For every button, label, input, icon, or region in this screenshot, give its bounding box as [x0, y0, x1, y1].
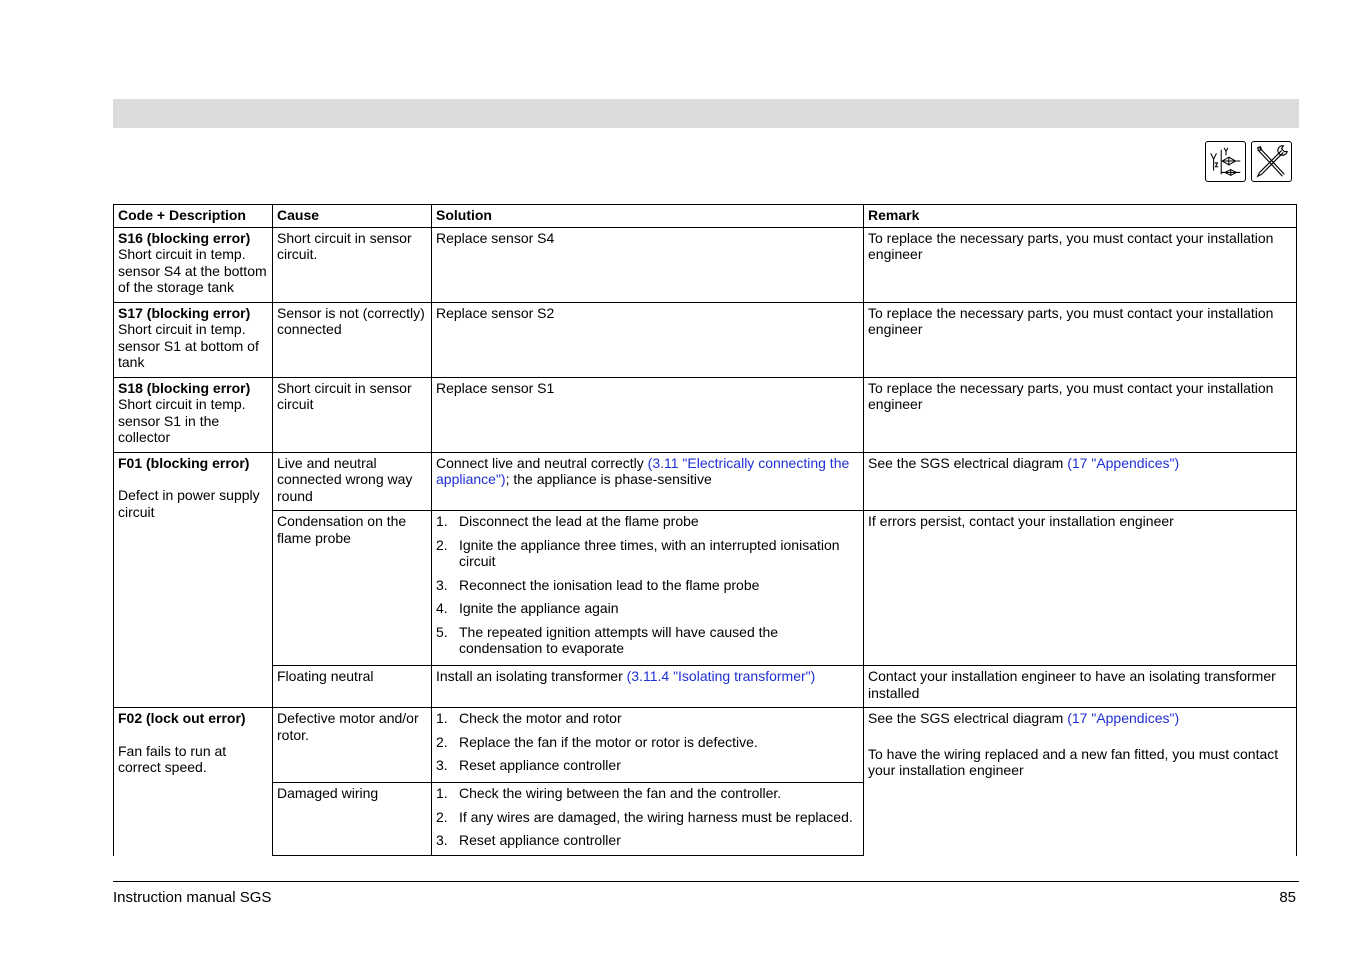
remark-cell: To replace the necessary parts, you must contact your installation engineer: [864, 227, 1297, 302]
error-description: Short circuit in temp. sensor S4 at the bottom of the storage tank: [118, 246, 267, 295]
steps-list: [436, 513, 859, 657]
solution-cell: [432, 783, 864, 856]
code-cell: [114, 452, 273, 708]
code-cell: [114, 227, 273, 302]
installer-valve-icon: [1205, 141, 1246, 182]
solution-cell: Replace sensor S1: [432, 377, 864, 452]
footer-title: Instruction manual SGS: [113, 889, 272, 906]
column-header: Remark: [864, 205, 1297, 228]
table-row: [114, 708, 1297, 783]
list-item: 1. Check the wiring between the fan and the controller.: [436, 785, 782, 801]
table-row: [114, 511, 1297, 666]
header-icons: [1205, 141, 1292, 182]
remark-cell: See the SGS electrical diagram (17 "Appendices") To have the wiring replaced and a new fan fitted, you must contact your installation engineer: [864, 708, 1297, 856]
steps-list: [436, 710, 859, 774]
troubleshooting-table: [113, 204, 1297, 856]
cause-cell: Defective motor and/or rotor.: [273, 708, 432, 783]
column-header: Cause: [273, 205, 432, 228]
table-row: [114, 302, 1297, 377]
solution-cell: Connect live and neutral correctly (3.11 "Electrically connecting the appliance"); the appliance is phase-sensitive: [432, 452, 864, 511]
error-code: S17 (blocking error): [118, 304, 251, 321]
cross-reference-link[interactable]: (3.11 "Electrically connecting the appliance"): [436, 454, 850, 487]
solution-cell: Replace sensor S2: [432, 302, 864, 377]
list-item: 3. Reset appliance controller: [436, 757, 621, 773]
error-description: Short circuit in temp. sensor S1 in the collector: [118, 396, 246, 445]
solution-cell: [432, 708, 864, 783]
list-item: 5. The repeated ignition attempts will have caused the condensation to evaporate: [436, 623, 779, 656]
cross-reference-link[interactable]: (17 "Appendices"): [1067, 454, 1180, 471]
list-item: 2. Ignite the appliance three times, with an interrupted ionisation circuit: [436, 536, 840, 569]
cause-cell: Live and neutral connected wrong way round: [273, 452, 432, 511]
list-item: 2. If any wires are damaged, the wiring harness must be replaced.: [436, 808, 853, 825]
table-row: [114, 666, 1297, 708]
header-banner: [113, 99, 1299, 128]
solution-cell: [432, 511, 864, 666]
table-row: [114, 227, 1297, 302]
remark-cell: To replace the necessary parts, you must contact your installation engineer: [864, 377, 1297, 452]
error-description: Short circuit in temp. sensor S1 at bottom of tank: [118, 321, 259, 370]
cause-cell: Sensor is not (correctly) connected: [273, 302, 432, 377]
solution-cell: Replace sensor S4: [432, 227, 864, 302]
tools-service-icon: [1251, 141, 1292, 182]
column-header: Code + Description: [114, 205, 273, 228]
solution-cell: Install an isolating transformer (3.11.4 "Isolating transformer"): [432, 666, 864, 708]
error-description: Fan fails to run at correct speed.: [118, 742, 227, 775]
column-header: Solution: [432, 205, 864, 228]
list-item: 4. Ignite the appliance again: [436, 600, 619, 616]
cross-reference-link[interactable]: (17 "Appendices"): [1067, 710, 1180, 726]
table-row: [114, 452, 1297, 511]
error-code: F02 (lock out error): [118, 710, 246, 726]
table-header-row: [114, 205, 1297, 228]
cross-reference-link[interactable]: (3.11.4 "Isolating transformer"): [626, 668, 816, 684]
page-number: 85: [1279, 889, 1296, 906]
list-item: 1. Disconnect the lead at the flame probe: [436, 513, 699, 529]
remark-cell: See the SGS electrical diagram (17 "Appendices"): [864, 452, 1297, 511]
steps-list: [436, 785, 859, 849]
error-code: F01 (blocking error): [118, 454, 250, 471]
footer-rule: [113, 881, 1299, 882]
cause-cell: Damaged wiring: [273, 783, 432, 856]
cause-cell: Short circuit in sensor circuit: [273, 377, 432, 452]
list-item: 3. Reconnect the ionisation lead to the flame probe: [436, 576, 760, 593]
table-row: [114, 377, 1297, 452]
cause-cell: Floating neutral: [273, 666, 432, 708]
error-code: S16 (blocking error): [118, 229, 251, 246]
code-cell: [114, 302, 273, 377]
list-item: 2. Replace the fan if the motor or rotor is defective.: [436, 733, 758, 750]
remark-cell: If errors persist, contact your installation engineer: [864, 511, 1297, 666]
cause-cell: Condensation on the flame probe: [273, 511, 432, 666]
list-item: 3. Reset appliance controller: [436, 832, 621, 848]
cause-cell: Short circuit in sensor circuit.: [273, 227, 432, 302]
code-cell: [114, 708, 273, 856]
code-cell: [114, 377, 273, 452]
error-description: Defect in power supply circuit: [118, 487, 260, 520]
remark-cell: To replace the necessary parts, you must contact your installation engineer: [864, 302, 1297, 377]
remark-cell: Contact your installation engineer to have an isolating transformer installed: [864, 666, 1297, 708]
list-item: 1. Check the motor and rotor: [436, 710, 622, 726]
error-code: S18 (blocking error): [118, 379, 251, 396]
